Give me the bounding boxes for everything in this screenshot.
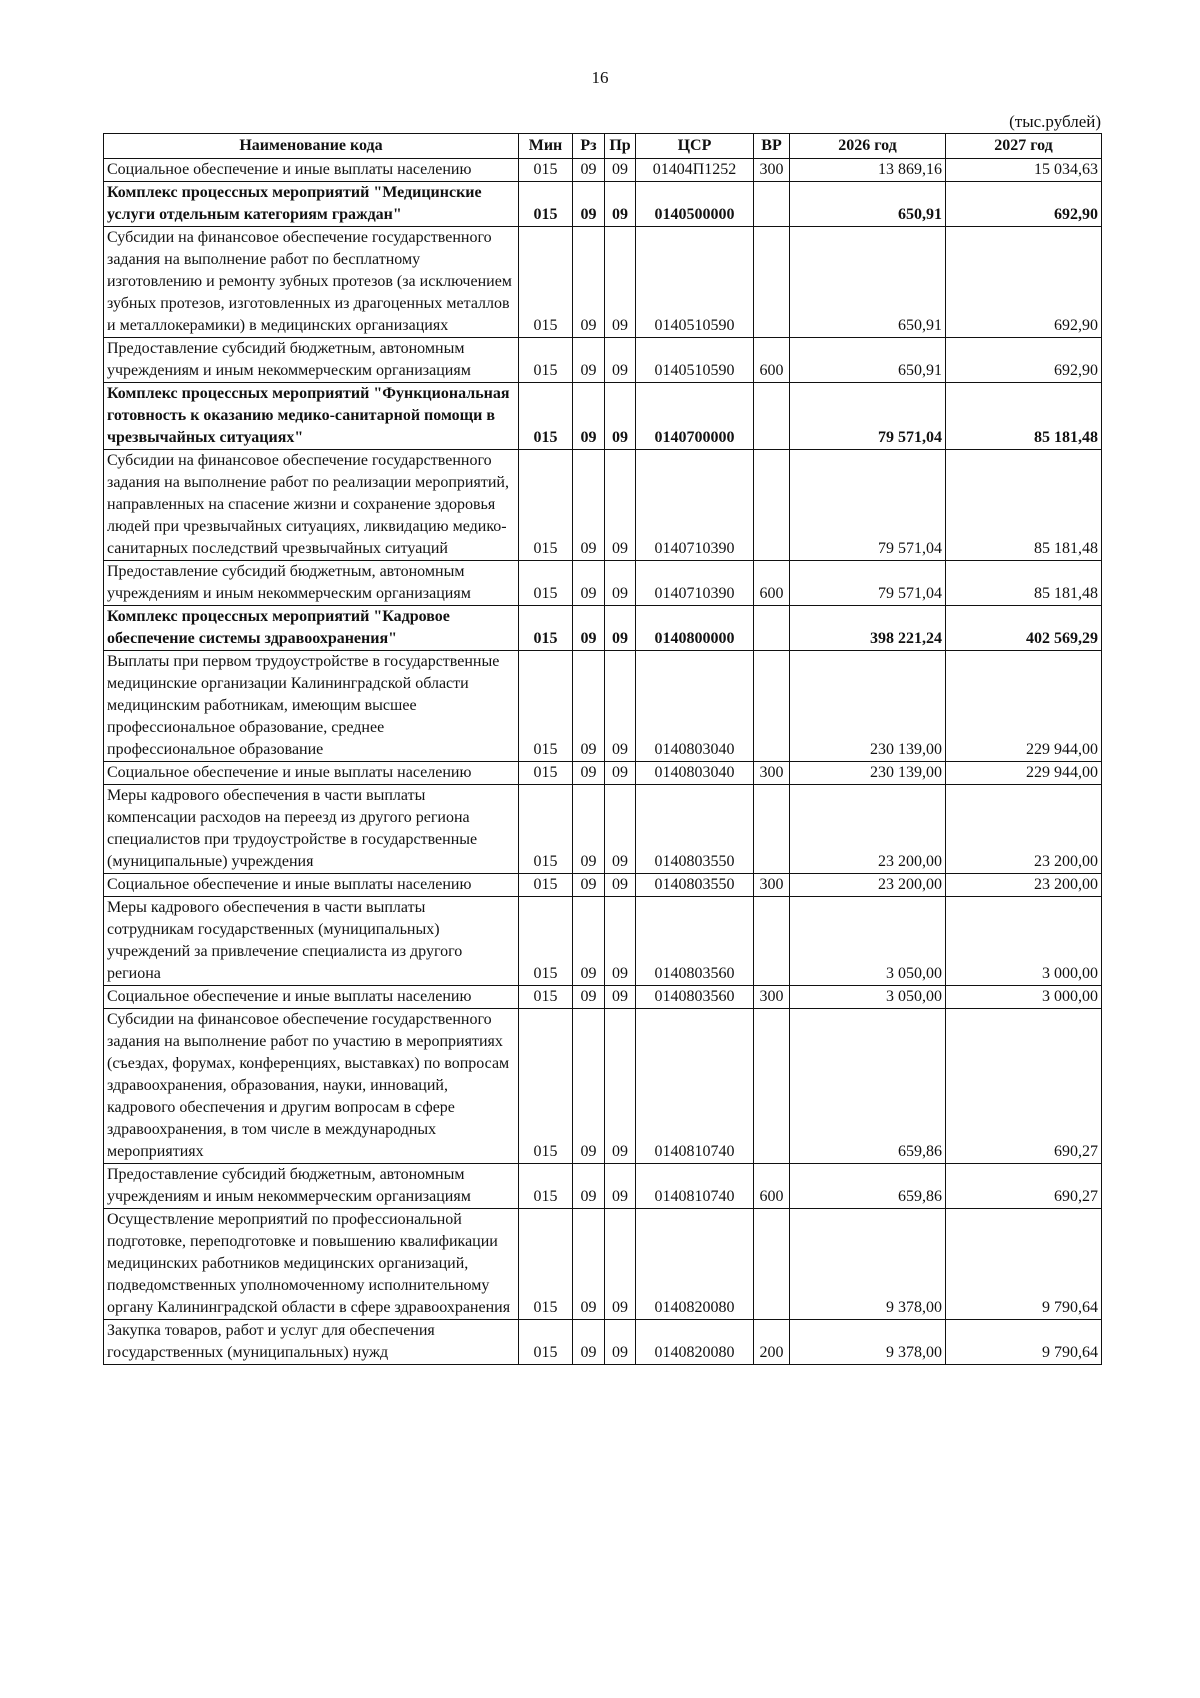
- table-row: [104, 450, 1102, 561]
- cell-min: 015: [519, 762, 573, 785]
- cell-name: Комплекс процессных мероприятий "Функциональная готовность к оказанию медико-санитарной помощи в чрезвычайных ситуациях": [104, 383, 519, 450]
- cell-y2027: 9 790,64: [946, 1320, 1102, 1365]
- cell-vr: 200: [754, 1320, 790, 1365]
- cell-csr: 0140803040: [636, 651, 754, 762]
- cell-pr: 09: [605, 785, 636, 874]
- cell-vr: [754, 606, 790, 651]
- cell-rz: 09: [573, 651, 605, 762]
- cell-name: Предоставление субсидий бюджетным, автономным учреждениям и иным некоммерческим организациям: [104, 561, 519, 606]
- cell-y2026: 659,86: [790, 1009, 946, 1164]
- header-name: Наименование кода: [104, 134, 519, 159]
- table-row: [104, 1320, 1102, 1365]
- cell-y2027: 692,90: [946, 227, 1102, 338]
- cell-y2026: 9 378,00: [790, 1320, 946, 1365]
- cell-pr: 09: [605, 383, 636, 450]
- cell-y2027: 3 000,00: [946, 986, 1102, 1009]
- cell-csr: 0140803040: [636, 762, 754, 785]
- cell-csr: 0140700000: [636, 383, 754, 450]
- cell-csr: 0140810740: [636, 1164, 754, 1209]
- page-number: 16: [591, 68, 609, 87]
- cell-csr: 0140803550: [636, 874, 754, 897]
- cell-y2027: 402 569,29: [946, 606, 1102, 651]
- cell-y2027: 690,27: [946, 1009, 1102, 1164]
- cell-y2027: 229 944,00: [946, 762, 1102, 785]
- cell-y2027: 692,90: [946, 182, 1102, 227]
- cell-rz: 09: [573, 897, 605, 986]
- cell-vr: 600: [754, 1164, 790, 1209]
- table-body: [104, 159, 1102, 1365]
- header-rz: Рз: [573, 134, 605, 159]
- header-2026: 2026 год: [790, 134, 946, 159]
- cell-y2027: 23 200,00: [946, 874, 1102, 897]
- cell-name: Комплекс процессных мероприятий "Кадровое обеспечение системы здравоохранения": [104, 606, 519, 651]
- cell-name: Меры кадрового обеспечения в части выплаты компенсации расходов на переезд из другого региона специалистов при трудоустройстве в государственные (муниципальные) учреждения: [104, 785, 519, 874]
- cell-name: Предоставление субсидий бюджетным, автономным учреждениям и иным некоммерческим организациям: [104, 338, 519, 383]
- cell-y2026: 230 139,00: [790, 651, 946, 762]
- cell-csr: 0140510590: [636, 227, 754, 338]
- cell-rz: 09: [573, 1320, 605, 1365]
- cell-vr: 300: [754, 874, 790, 897]
- cell-y2027: 9 790,64: [946, 1209, 1102, 1320]
- cell-y2026: 23 200,00: [790, 785, 946, 874]
- cell-name: Субсидии на финансовое обеспечение государственного задания на выполнение работ по участию в мероприятиях (съездах, форумах, конференциях, выставках) по вопросам здравоохранения, образования, науки, инноваций, кадрового обеспечения и другим вопросам в сфере здравоохранения, в том числе в международных мероприятиях: [104, 1009, 519, 1164]
- cell-name: Социальное обеспечение и иные выплаты населению: [104, 874, 519, 897]
- cell-rz: 09: [573, 1009, 605, 1164]
- cell-csr: 0140710390: [636, 561, 754, 606]
- cell-name: Осуществление мероприятий по профессиональной подготовке, переподготовке и повышению квалификации медицинских работников медицинских организаций, подведомственных уполномоченному исполнительному органу Калининградской области в сфере здравоохранения: [104, 1209, 519, 1320]
- cell-csr: 0140800000: [636, 606, 754, 651]
- table-row: [104, 383, 1102, 450]
- table-row: [104, 182, 1102, 227]
- cell-rz: 09: [573, 606, 605, 651]
- cell-pr: 09: [605, 651, 636, 762]
- cell-min: 015: [519, 338, 573, 383]
- cell-pr: 09: [605, 1209, 636, 1320]
- cell-pr: 09: [605, 606, 636, 651]
- cell-min: 015: [519, 897, 573, 986]
- cell-y2026: 650,91: [790, 227, 946, 338]
- cell-rz: 09: [573, 561, 605, 606]
- table-row: [104, 606, 1102, 651]
- cell-y2027: 15 034,63: [946, 159, 1102, 182]
- cell-csr: 0140820080: [636, 1320, 754, 1365]
- cell-pr: 09: [605, 1009, 636, 1164]
- cell-pr: 09: [605, 1320, 636, 1365]
- cell-csr: 0140710390: [636, 450, 754, 561]
- table-row: [104, 762, 1102, 785]
- cell-vr: [754, 450, 790, 561]
- table-row: [104, 1164, 1102, 1209]
- cell-csr: 01404П1252: [636, 159, 754, 182]
- cell-name: Меры кадрового обеспечения в части выплаты сотрудникам государственных (муниципальных) учреждений за привлечение специалиста из другого региона: [104, 897, 519, 986]
- cell-min: 015: [519, 159, 573, 182]
- cell-y2027: 692,90: [946, 338, 1102, 383]
- cell-min: 015: [519, 1164, 573, 1209]
- cell-min: 015: [519, 651, 573, 762]
- cell-min: 015: [519, 606, 573, 651]
- cell-csr: 0140803550: [636, 785, 754, 874]
- cell-y2026: 23 200,00: [790, 874, 946, 897]
- table-row: [104, 159, 1102, 182]
- cell-min: 015: [519, 450, 573, 561]
- cell-min: 015: [519, 874, 573, 897]
- cell-vr: [754, 785, 790, 874]
- cell-name: Социальное обеспечение и иные выплаты населению: [104, 762, 519, 785]
- table-row: [104, 986, 1102, 1009]
- cell-min: 015: [519, 561, 573, 606]
- table-row: [104, 897, 1102, 986]
- cell-csr: 0140500000: [636, 182, 754, 227]
- table-header-row: [104, 134, 1102, 159]
- cell-name: Выплаты при первом трудоустройстве в государственные медицинские организации Калининградской области медицинским работникам, имеющим высшее профессиональное образование, среднее профессиональное образование: [104, 651, 519, 762]
- cell-pr: 09: [605, 1164, 636, 1209]
- cell-y2027: 229 944,00: [946, 651, 1102, 762]
- header-2027: 2027 год: [946, 134, 1102, 159]
- cell-pr: 09: [605, 227, 636, 338]
- cell-vr: 600: [754, 561, 790, 606]
- cell-vr: [754, 1009, 790, 1164]
- cell-y2026: 9 378,00: [790, 1209, 946, 1320]
- table-row: [104, 651, 1102, 762]
- cell-pr: 09: [605, 159, 636, 182]
- cell-name: Социальное обеспечение и иные выплаты населению: [104, 159, 519, 182]
- cell-pr: 09: [605, 986, 636, 1009]
- cell-rz: 09: [573, 874, 605, 897]
- cell-pr: 09: [605, 450, 636, 561]
- cell-y2026: 3 050,00: [790, 897, 946, 986]
- table-row: [104, 338, 1102, 383]
- cell-min: 015: [519, 227, 573, 338]
- cell-name: Социальное обеспечение и иные выплаты населению: [104, 986, 519, 1009]
- budget-table: [103, 133, 1102, 1365]
- cell-csr: 0140820080: [636, 1209, 754, 1320]
- cell-y2027: 85 181,48: [946, 561, 1102, 606]
- cell-rz: 09: [573, 182, 605, 227]
- cell-pr: 09: [605, 182, 636, 227]
- cell-vr: [754, 651, 790, 762]
- cell-y2026: 659,86: [790, 1164, 946, 1209]
- cell-min: 015: [519, 1209, 573, 1320]
- cell-rz: 09: [573, 1164, 605, 1209]
- cell-name: Субсидии на финансовое обеспечение государственного задания на выполнение работ по реализации мероприятий, направленных на спасение жизни и сохранение здоровья людей при чрезвычайных ситуациях, ликвидацию медико-санитарных последствий чрезвычайных ситуаций: [104, 450, 519, 561]
- cell-y2027: 85 181,48: [946, 383, 1102, 450]
- cell-pr: 09: [605, 762, 636, 785]
- header-min: Мин: [519, 134, 573, 159]
- cell-y2026: 398 221,24: [790, 606, 946, 651]
- table-row: [104, 1209, 1102, 1320]
- cell-rz: 09: [573, 762, 605, 785]
- cell-y2026: 13 869,16: [790, 159, 946, 182]
- cell-csr: 0140803560: [636, 897, 754, 986]
- cell-y2026: 230 139,00: [790, 762, 946, 785]
- cell-y2026: 79 571,04: [790, 383, 946, 450]
- cell-y2026: 3 050,00: [790, 986, 946, 1009]
- table-row: [104, 1009, 1102, 1164]
- cell-vr: 300: [754, 159, 790, 182]
- cell-rz: 09: [573, 785, 605, 874]
- header-vr: ВР: [754, 134, 790, 159]
- cell-vr: [754, 1209, 790, 1320]
- cell-min: 015: [519, 1009, 573, 1164]
- table-row: [104, 561, 1102, 606]
- units-label: (тыс.рублей): [1009, 112, 1101, 131]
- cell-name: Предоставление субсидий бюджетным, автономным учреждениям и иным некоммерческим организациям: [104, 1164, 519, 1209]
- cell-y2027: 3 000,00: [946, 897, 1102, 986]
- cell-rz: 09: [573, 227, 605, 338]
- cell-y2026: 79 571,04: [790, 450, 946, 561]
- cell-y2026: 650,91: [790, 338, 946, 383]
- cell-pr: 09: [605, 897, 636, 986]
- cell-y2027: 23 200,00: [946, 785, 1102, 874]
- table-row: [104, 785, 1102, 874]
- cell-vr: 300: [754, 986, 790, 1009]
- header-csr: ЦСР: [636, 134, 754, 159]
- table-row: [104, 874, 1102, 897]
- header-pr: Пр: [605, 134, 636, 159]
- cell-vr: [754, 182, 790, 227]
- cell-name: Закупка товаров, работ и услуг для обеспечения государственных (муниципальных) нужд: [104, 1320, 519, 1365]
- cell-rz: 09: [573, 383, 605, 450]
- cell-rz: 09: [573, 159, 605, 182]
- cell-min: 015: [519, 986, 573, 1009]
- cell-csr: 0140810740: [636, 1009, 754, 1164]
- cell-y2026: 79 571,04: [790, 561, 946, 606]
- cell-name: Субсидии на финансовое обеспечение государственного задания на выполнение работ по бесплатному изготовлению и ремонту зубных протезов (за исключением зубных протезов, изготовленных из драгоценных металлов и металлокерамики) в медицинских организациях: [104, 227, 519, 338]
- cell-min: 015: [519, 1320, 573, 1365]
- cell-vr: [754, 227, 790, 338]
- cell-name: Комплекс процессных мероприятий "Медицинские услуги отдельным категориям граждан": [104, 182, 519, 227]
- cell-rz: 09: [573, 986, 605, 1009]
- cell-min: 015: [519, 785, 573, 874]
- cell-min: 015: [519, 383, 573, 450]
- cell-vr: 600: [754, 338, 790, 383]
- cell-y2027: 85 181,48: [946, 450, 1102, 561]
- cell-pr: 09: [605, 874, 636, 897]
- cell-rz: 09: [573, 450, 605, 561]
- cell-vr: [754, 897, 790, 986]
- cell-y2027: 690,27: [946, 1164, 1102, 1209]
- cell-vr: 300: [754, 762, 790, 785]
- cell-csr: 0140510590: [636, 338, 754, 383]
- cell-rz: 09: [573, 338, 605, 383]
- table-row: [104, 227, 1102, 338]
- cell-rz: 09: [573, 1209, 605, 1320]
- cell-min: 015: [519, 182, 573, 227]
- cell-y2026: 650,91: [790, 182, 946, 227]
- cell-pr: 09: [605, 338, 636, 383]
- cell-vr: [754, 383, 790, 450]
- cell-pr: 09: [605, 561, 636, 606]
- cell-csr: 0140803560: [636, 986, 754, 1009]
